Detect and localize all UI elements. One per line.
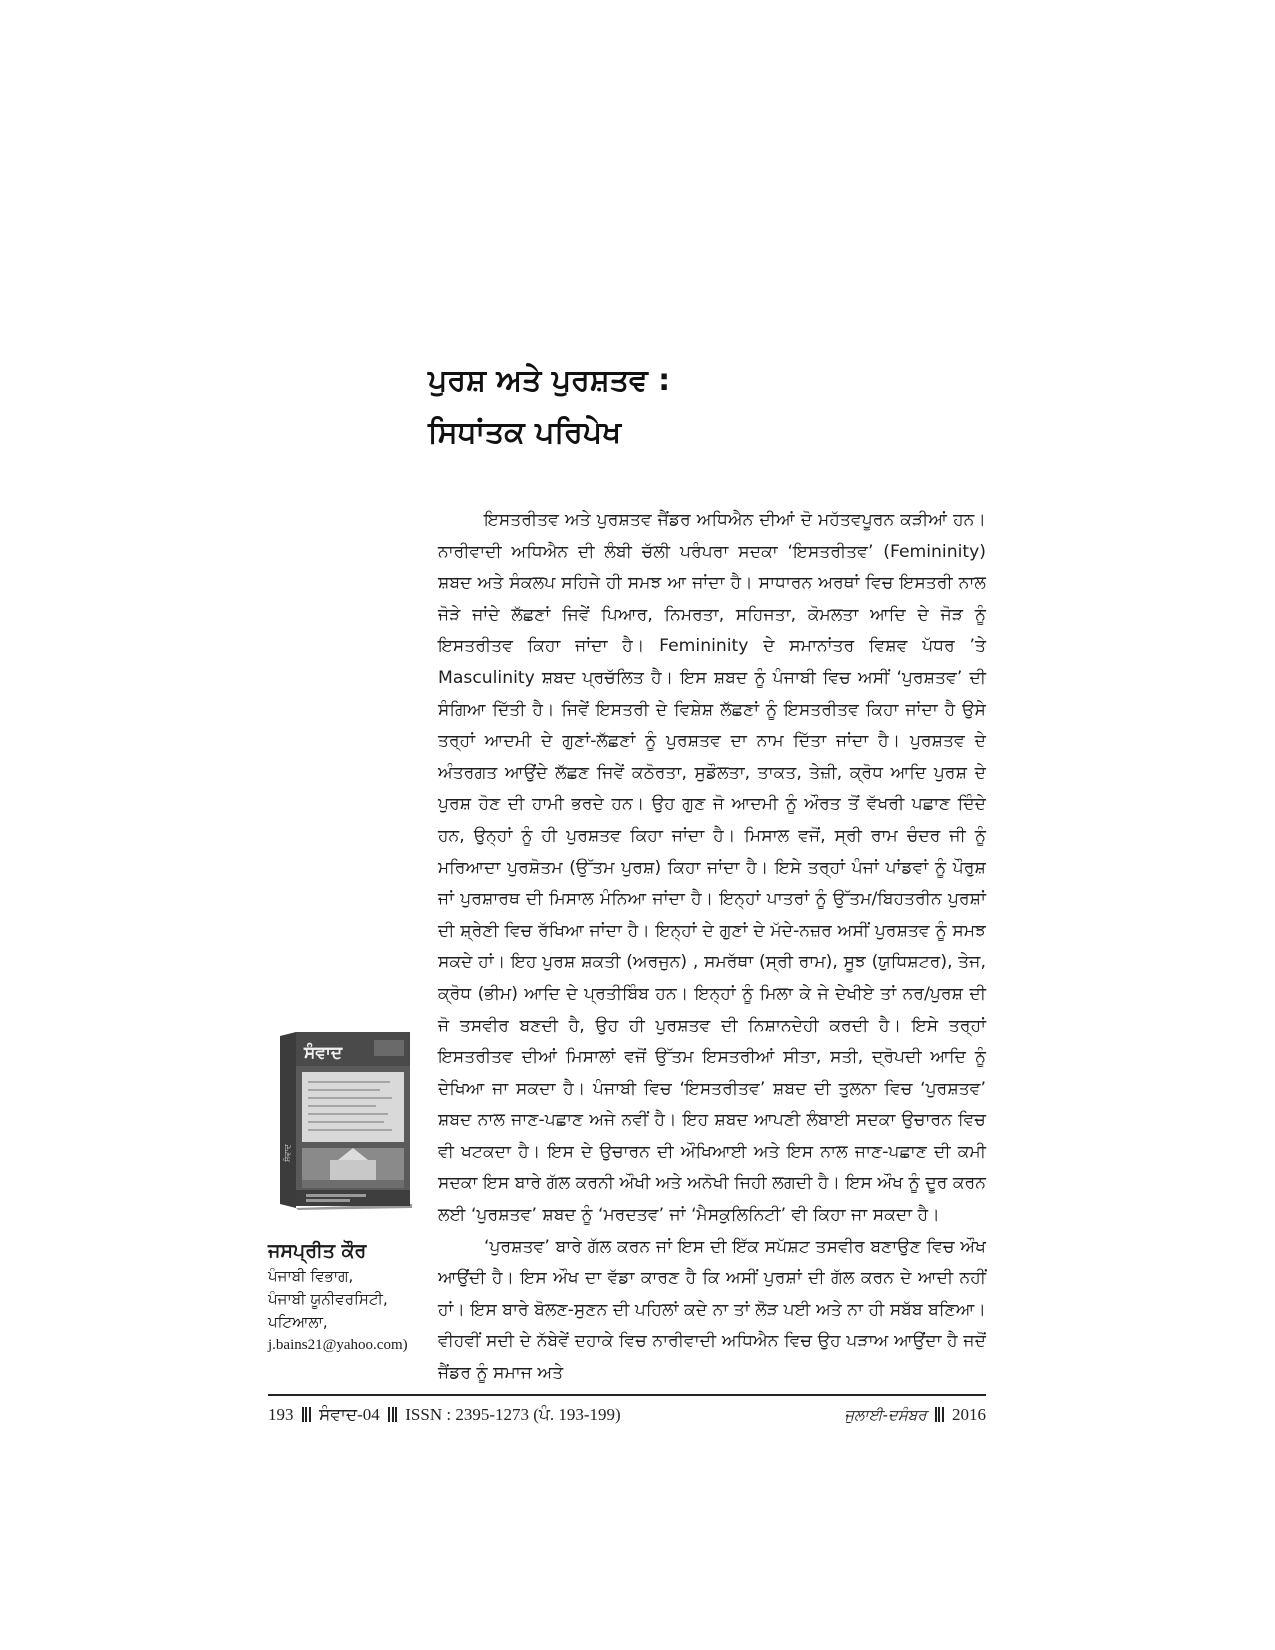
footer-right xyxy=(844,1402,986,1428)
footer-left xyxy=(268,1402,621,1428)
author-email: j.bains21@yahoo.com) xyxy=(268,1337,408,1353)
spine-title: ਸੰਵਾਦ xyxy=(283,1144,292,1162)
article-title xyxy=(428,355,988,459)
publication-period: ਜੁਲਾਈ-ਦਸੰਬਰ xyxy=(844,1406,927,1424)
journal-cover-image xyxy=(280,1032,412,1210)
article-title-line-1: ਪੁਰਸ਼ ਅਤੇ ਪੁਰਸ਼ਤਵ : xyxy=(428,363,671,398)
author-city: ਪਟਿਆਲਾ, xyxy=(268,1313,328,1331)
footer-divider xyxy=(268,1394,986,1396)
paragraph-2: ‘ਪੁਰਸ਼ਤਵ’ ਬਾਰੇ ਗੱਲ ਕਰਨ ਜਾਂ ਇਸ ਦੀ ਇੱਕ ਸਪੱਸ਼ਟ ਤਸਵੀਰ ਬਣਾਉਣ ਵਿਚ ਔਖ ਆਉਂਦੀ ਹੈ। ਇਸ ਔਖ ਦਾ ਵੱਡਾ ਕਾਰਣ ਹੈ ਕਿ ਅਸੀਂ ਪੁਰਸ਼ਾਂ ਦੀ ਗੱਲ ਕਰਨ ਦੇ ਆਦੀ ਨਹੀਂ ਹਾਂ। ਇਸ ਬਾਰੇ ਬੋਲਣ-ਸੁਣਨ ਦੀ ਪਹਿਲਾਂ ਕਦੇ ਨਾ ਤਾਂ ਲੋੜ ਪਈ ਅਤੇ ਨਾ ਹੀ ਸਬੱਬ ਬਣਿਆ। ਵੀਹਵੀਂ ਸਦੀ ਦੇ ਨੱਬੇਵੇਂ ਦਹਾਕੇ ਵਿਚ ਨਾਰੀਵਾਦੀ ਅਧਿਐਨ ਵਿਚ ਉਹ ਪੜਾਅ ਆਉਂਦਾ ਹੈ ਜਦੋਂ ਜੈਂਡਰ ਨੂੰ ਸਮਾਜ ਅਤੇ xyxy=(438,1236,986,1384)
separator-icon xyxy=(302,1407,311,1422)
author-name: ਜਸਪ੍ਰੀਤ ਕੌਰ xyxy=(268,1240,367,1262)
article-title-line-2: ਸਿਧਾਂਤਕ ਪਰਿਪੇਖ xyxy=(428,415,622,450)
author-block xyxy=(268,1237,443,1356)
page-number: 193 xyxy=(268,1405,294,1424)
book-spine xyxy=(280,1032,296,1208)
publication-year: 2016 xyxy=(952,1405,986,1424)
cover-title: ਸੰਵਾਦ xyxy=(304,1043,343,1063)
author-department: ਪੰਜਾਬੀ ਵਿਭਾਗ, xyxy=(268,1267,354,1285)
article-body xyxy=(438,505,986,1390)
separator-icon xyxy=(935,1407,944,1422)
separator-icon xyxy=(388,1407,397,1422)
paragraph-1: ਇਸਤਰੀਤਵ ਅਤੇ ਪੁਰਸ਼ਤਵ ਜੈਂਡਰ ਅਧਿਐਨ ਦੀਆਂ ਦੋ ਮਹੱਤਵਪੂਰਨ ਕੜੀਆਂ ਹਨ। ਨਾਰੀਵਾਦੀ ਅਧਿਐਨ ਦੀ ਲੰਬੀ ਚੱਲੀ ਪਰੰਪਰਾ ਸਦਕਾ ‘ਇਸਤਰੀਤਵ’ (Femininity) ਸ਼ਬਦ ਅਤੇ ਸੰਕਲਪ ਸਹਿਜੇ ਹੀ ਸਮਝ ਆ ਜਾਂਦਾ ਹੈ। ਸਾਧਾਰਨ ਅਰਥਾਂ ਵਿਚ ਇਸਤਰੀ ਨਾਲ ਜੋੜੇ ਜਾਂਦੇ ਲੱਛਣਾਂ ਜਿਵੇਂ ਪਿਆਰ, ਨਿਮਰਤਾ, ਸਹਿਜਤਾ, ਕੋਮਲਤਾ ਆਦਿ ਦੇ ਜੋੜ ਨੂੰ ਇਸਤਰੀਤਵ ਕਿਹਾ ਜਾਂਦਾ ਹੈ। Femininity ਦੇ ਸਮਾਨਾਂਤਰ ਵਿਸ਼ਵ ਪੱਧਰ ’ਤੇ Masculinity ਸ਼ਬਦ ਪ੍ਰਚੱਲਿਤ ਹੈ। ਇਸ ਸ਼ਬਦ ਨੂੰ ਪੰਜਾਬੀ ਵਿਚ ਅਸੀਂ ‘ਪੁਰਸ਼ਤਵ’ ਦੀ ਸੰਗਿਆ ਦਿੱਤੀ ਹੈ। ਜਿਵੇਂ ਇਸਤਰੀ ਦੇ ਵਿਸ਼ੇਸ਼ ਲੱਛਣਾਂ ਨੂੰ ਇਸਤਰੀਤਵ ਕਿਹਾ ਜਾਂਦਾ ਹੈ ਉਸੇ ਤਰ੍ਹਾਂ ਆਦਮੀ ਦੇ ਗੁਣਾਂ-ਲੱਛਣਾਂ ਨੂੰ ਪੁਰਸ਼ਤਵ ਦਾ ਨਾਮ ਦਿੱਤਾ ਜਾਂਦਾ ਹੈ। ਪੁਰਸ਼ਤਵ ਦੇ ਅੰਤਰਗਤ ਆਉਂਦੇ ਲੱਛਣ ਜਿਵੇਂ ਕਠੋਰਤਾ, ਸੁਡੌਲਤਾ, ਤਾਕਤ, ਤੇਜ਼ੀ, ਕ੍ਰੋਧ ਆਦਿ ਪੁਰਸ਼ ਦੇ ਪੁਰਸ਼ ਹੋਣ ਦੀ ਹਾਮੀ ਭਰਦੇ ਹਨ। ਉਹ ਗੁਣ ਜੋ ਆਦਮੀ ਨੂੰ ਔਰਤ ਤੋਂ ਵੱਖਰੀ ਪਛਾਣ ਦਿੰਦੇ ਹਨ, ਉਨ੍ਹਾਂ ਨੂੰ ਹੀ ਪੁਰਸ਼ਤਵ ਕਿਹਾ ਜਾਂਦਾ ਹੈ। ਮਿਸਾਲ ਵਜੋਂ, ਸ੍ਰੀ ਰਾਮ ਚੰਦਰ ਜੀ ਨੂੰ ਮਰਿਆਦਾ ਪੁਰਸ਼ੋਤਮ (ਉੱਤਮ ਪੁਰਸ਼) ਕਿਹਾ ਜਾਂਦਾ ਹੈ। ਇਸੇ ਤਰ੍ਹਾਂ ਪੰਜਾਂ ਪਾਂਡਵਾਂ ਨੂੰ ਪੌਰੁਸ਼ ਜਾਂ ਪੁਰਸ਼ਾਰਥ ਦੀ ਮਿਸਾਲ ਮੰਨਿਆ ਜਾਂਦਾ ਹੈ। ਇਨ੍ਹਾਂ ਪਾਤਰਾਂ ਨੂੰ ਉੱਤਮ/ਬਿਹਤਰੀਨ ਪੁਰਸ਼ਾਂ ਦੀ ਸ਼੍ਰੇਣੀ ਵਿਚ ਰੱਖਿਆ ਜਾਂਦਾ ਹੈ। ਇਨ੍ਹਾਂ ਦੇ ਗੁਣਾਂ ਦੇ ਮੱਦੇ-ਨਜ਼ਰ ਅਸੀਂ ਪੁਰਸ਼ਤਵ ਨੂੰ ਸਮਝ ਸਕਦੇ ਹਾਂ। ਇਹ ਪੁਰਸ਼ ਸ਼ਕਤੀ (ਅਰਜੁਨ) , ਸਮਰੱਥਾ (ਸ੍ਰੀ ਰਾਮ), ਸੂਝ (ਯੁਧਿਸ਼ਟਰ), ਤੇਜ, ਕ੍ਰੋਧ (ਭੀਮ) ਆਦਿ ਦੇ ਪ੍ਰਤੀਬਿੰਬ ਹਨ। ਇਨ੍ਹਾਂ ਨੂੰ ਮਿਲਾ ਕੇ ਜੇ ਦੇਖੀਏ ਤਾਂ ਨਰ/ਪੁਰਸ਼ ਦੀ ਜੋ ਤਸਵੀਰ ਬਣਦੀ ਹੈ, ਉਹ ਹੀ ਪੁਰਸ਼ਤਵ ਦੀ ਨਿਸ਼ਾਨਦੇਹੀ ਕਰਦੀ ਹੈ। ਇਸੇ ਤਰ੍ਹਾਂ ਇਸਤਰੀਤਵ ਦੀਆਂ ਮਿਸਾਲਾਂ ਵਜੋਂ ਉੱਤਮ ਇਸਤਰੀਆਂ ਸੀਤਾ, ਸਤੀ, ਦ੍ਰੋਪਦੀ ਆਦਿ ਨੂੰ ਦੇਖਿਆ ਜਾ ਸਕਦਾ ਹੈ। ਪੰਜਾਬੀ ਵਿਚ ‘ਇਸਤਰੀਤਵ’ ਸ਼ਬਦ ਦੀ ਤੁਲਨਾ ਵਿਚ ‘ਪੁਰਸ਼ਤਵ’ ਸ਼ਬਦ ਨਾਲ ਜਾਣ-ਪਛਾਣ ਅਜੇ ਨਵੀਂ ਹੈ। ਇਹ ਸ਼ਬਦ ਆਪਣੀ ਲੰਬਾਈ ਸਦਕਾ ਉਚਾਰਨ ਵਿਚ ਵੀ ਖਟਕਦਾ ਹੈ। ਇਸ ਦੇ ਉਚਾਰਨ ਦੀ ਔਖਿਆਈ ਅਤੇ ਇਸ ਨਾਲ ਜਾਣ-ਪਛਾਣ ਦੀ ਕਮੀ ਸਦਕਾ ਇਸ ਬਾਰੇ ਗੱਲ ਕਰਨੀ ਔਖੀ ਅਤੇ ਅਨੋਖੀ ਜਿਹੀ ਲਗਦੀ ਹੈ। ਇਸ ਔਖ ਨੂੰ ਦੂਰ ਕਰਨ ਲਈ ‘ਪੁਰਸ਼ਤਵ’ ਸ਼ਬਦ ਨੂੰ ‘ਮਰਦਤਵ’ ਜਾਂ ‘ਮੈਸਕੁਲਿਨਿਟੀ’ ਵੀ ਕਿਹਾ ਜਾ ਸਕਦਾ ਹੈ। xyxy=(438,510,986,1226)
page-footer xyxy=(268,1402,986,1428)
issn: ISSN : 2395-1273 (ਪੰ. 193-199) xyxy=(405,1405,621,1424)
author-university: ਪੰਜਾਬੀ ਯੂਨੀਵਰਸਿਟੀ, xyxy=(268,1290,388,1308)
journal-issue: ਸੰਵਾਦ-04 xyxy=(319,1405,380,1424)
